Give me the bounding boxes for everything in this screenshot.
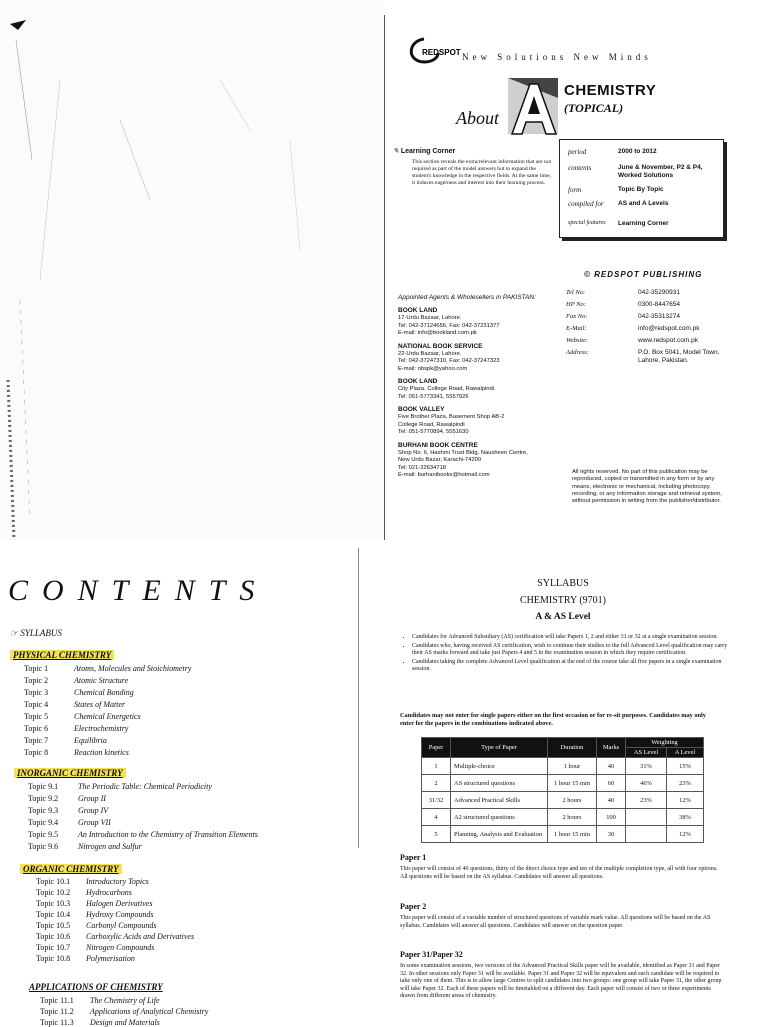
topic-number: Topic 9.3 (28, 806, 59, 815)
mobile-icon-label: HP No: (566, 301, 586, 308)
table-cell: 1 hour 15 min (548, 826, 597, 843)
topic-title: Hydroxy Compounds (86, 910, 154, 919)
tagline: New Solutions New Minds (462, 52, 652, 62)
info-label: compiled for (568, 200, 604, 208)
topic-number: Topic 4 (24, 700, 49, 709)
info-value: 2000 to 2012 (618, 148, 657, 155)
learning-corner-heading: ✎ Learning Corner (393, 148, 456, 155)
table-cell: 31/32 (422, 792, 451, 809)
topic-title: Halogen Derivatives (86, 899, 153, 908)
organic-topics (36, 877, 336, 975)
table-header: Weighting (626, 738, 704, 748)
topic-title: Group IV (78, 806, 109, 815)
topic-title: Hydrocarbons (86, 888, 132, 897)
section-applications-of-chemistry[interactable]: APPLICATIONS OF CHEMISTRY (26, 982, 166, 992)
topic-number: Topic 10.7 (36, 943, 71, 952)
inorganic-topics (28, 782, 328, 856)
table-cell: A2 structured questions (451, 809, 548, 826)
topic-title: Atoms, Molecules and Stoichiometry (74, 664, 192, 673)
paper-3-heading: Paper 31/Paper 32 (400, 950, 463, 959)
syllabus-level: A & AS Level (535, 612, 591, 622)
contact-value: info@redspot.com.pk (638, 325, 700, 332)
learning-corner-text: This section reveals the extra/relevant information that are not required as part of the model answers but to expand the student's knowledge in the respective fields. At the same time, it induces eagerness and interest into their learning process. (412, 159, 552, 186)
svg-text:REDSPOT: REDSPOT (422, 48, 461, 57)
topic-number: Topic 11.2 (40, 1007, 74, 1016)
topic-number: Topic 9.6 (28, 842, 59, 851)
web-icon-label: Website: (566, 337, 589, 344)
table-cell: 60 (597, 775, 626, 792)
section-organic-chemistry[interactable]: ORGANIC CHEMISTRY (20, 864, 122, 874)
about-label: About (456, 108, 499, 128)
list-item: • Candidates taking the complete Advanced Level qualification at the end of the course take all five papers in a single examination session. (412, 659, 732, 674)
table-row (422, 826, 704, 843)
agent-line: Shop No. 6, Hashmi Trust Bldg, Nausheen Centre, (398, 449, 528, 456)
agent-line: Tel: 021-32634718 (398, 464, 447, 471)
agent-line: E-mail: nbspk@yahoo.com (398, 365, 468, 372)
table-cell (626, 809, 667, 826)
list-item: • Candidates who, having received AS certification, wish to continue their studies to the full Advanced Level qualification may carry their AS marks forward and take just Papers 4 and 5 in the examination session in which they require certification. (412, 643, 732, 658)
topic-number: Topic 9.5 (28, 830, 59, 839)
topic-number: Topic 9.1 (28, 782, 59, 791)
table-cell: 2 (422, 775, 451, 792)
table-cell: 2 hours (548, 792, 597, 809)
table-cell: 1 (422, 758, 451, 775)
table-header: Duration (548, 738, 597, 758)
section-inorganic-chemistry[interactable]: INORGANIC CHEMISTRY (14, 768, 126, 778)
agent-line: 22-Urdu Bazaar, Lahore. (398, 350, 462, 357)
contact-value: www.redspot.com.pk (638, 337, 698, 344)
table-cell: 40 (597, 758, 626, 775)
email-icon-label: E-Mail: (566, 325, 587, 332)
table-header: A Level (667, 748, 704, 758)
topic-number: Topic 10.5 (36, 921, 71, 930)
topic-number: Topic 10.6 (36, 932, 71, 941)
topic-number: Topic 3 (24, 688, 49, 697)
table-header: Marks (597, 738, 626, 758)
table-header-row (422, 738, 704, 748)
topic-title: Applications of Analytical Chemistry (90, 1007, 209, 1016)
topic-number: Topic 11.1 (40, 996, 74, 1005)
pen-icon: ✎ (393, 148, 401, 155)
page-divider-lower (358, 548, 359, 848)
table-cell: Multiple-choice (451, 758, 548, 775)
topic-title: Equilibria (74, 736, 107, 745)
topic-title: The Chemistry of Life (90, 996, 160, 1005)
table-cell: 23% (667, 775, 704, 792)
info-label: special features (568, 220, 606, 226)
topic-number: Topic 9.4 (28, 818, 59, 827)
table-cell: 46% (626, 775, 667, 792)
blank-scanned-page (0, 0, 384, 540)
table-cell: 38% (667, 809, 704, 826)
agent-line: Five Brother Plaza, Basement Shop AB-2 (398, 414, 505, 420)
syllabus-link[interactable]: ☞ SYLLABUS (10, 628, 62, 638)
scan-artifacts (0, 0, 384, 540)
agent-name: BOOK LAND (398, 378, 438, 385)
topic-number: Topic 10.8 (36, 954, 71, 963)
a-level-graphic (508, 78, 558, 134)
table-cell: Advanced Practical Skills (451, 792, 548, 809)
redspot-logo (404, 35, 461, 65)
table-header: AS Level (626, 748, 667, 758)
agent-line: E-mail: burhanibooks@hotmail.com (398, 472, 490, 478)
table-cell: AS structured questions (451, 775, 548, 792)
agent-entry (398, 406, 558, 437)
book-subtitle: (TOPICAL) (564, 101, 624, 115)
agent-entry (398, 307, 558, 338)
info-value: Topic By Topic (618, 186, 664, 193)
agent-name: BOOK LAND (398, 307, 438, 314)
topic-title: Group VII (78, 818, 111, 827)
agent-line: New Urdu Bazar, Karachi-74200 (398, 457, 482, 463)
topic-number: Topic 10.4 (36, 910, 71, 919)
table-cell: 12% (667, 792, 704, 809)
table-cell: 15% (667, 758, 704, 775)
info-value: AS and A Levels (618, 200, 669, 207)
topic-number: Topic 11.3 (40, 1018, 74, 1027)
paper-1-heading: Paper 1 (400, 853, 427, 862)
info-label: contents (568, 164, 592, 172)
table-row (422, 775, 704, 792)
table-cell: Planning, Analysis and Evaluation (451, 826, 548, 843)
contact-value: 042-35313274 (638, 313, 680, 320)
topic-number: Topic 10.3 (36, 899, 71, 908)
list-item: • Candidates for Advanced Subsidiary (AS) certification will take Papers 1, 2 and either 31 or 32 at a single examination session. (412, 634, 732, 642)
physical-topics (24, 664, 324, 762)
contact-value: 0300-8447654 (638, 301, 680, 308)
rights-notice: All rights reserved. No part of this publication may be reproduced, copied or transmitted in any form or by any means, electronic or mechanical, including photocopy, recording, or any information storage and retrieval system, without permission in writing from the publisher/distributor. (572, 469, 722, 505)
topic-title: Introductory Topics (86, 877, 149, 886)
agent-line: Tel: 051-5770894, 5551630 (398, 429, 469, 435)
paper-2-heading: Paper 2 (400, 902, 427, 911)
table-header: Paper (422, 738, 451, 758)
syllabus-heading: SYLLABUS (537, 578, 589, 589)
paper-3-text: In some examination sessions, two versions of the Advanced Practical Skills paper will be available, identified as Paper 31 and Paper 32. In other sessions only Paper 31 will be available. Paper 31 and Paper 32 will be equivalent and each candidate will be required to take only one of them. This is to allow large Centres to split candidates into two groups: one group will take Paper 31, the other group will take Paper 32. Each of these papers will be timetabled on a different day. Each paper will consist of two or three experiments drawn from different areas of chemistry. (400, 963, 722, 1000)
agent-line: Tel: 042-37124656, Fax: 042-37231377 (398, 322, 500, 329)
topic-number: Topic 10.1 (36, 877, 71, 886)
topic-title: Polymerisation (86, 954, 135, 963)
contents-title: CONTENTS (8, 574, 269, 607)
syllabus-course: CHEMISTRY (9701) (519, 595, 607, 606)
topic-title: Atomic Structure (74, 676, 129, 685)
table-cell: 12% (667, 826, 704, 843)
agents-heading: Appointed Agents & Wholesellers in PAKISTAN: (398, 294, 536, 301)
agent-name: BURHANI BOOK CENTRE (398, 441, 478, 449)
agents-list (398, 307, 558, 485)
topic-number: Topic 6 (24, 724, 49, 733)
agent-line: E-mail: info@bookland.com.pk (398, 330, 477, 336)
table-cell: 100 (597, 809, 626, 826)
section-physical-chemistry[interactable]: PHYSICAL CHEMISTRY (10, 650, 114, 660)
table-cell: 4 (422, 809, 451, 826)
topic-title: Reaction kinetics (74, 748, 129, 757)
topic-title: Nitrogen Compounds (86, 943, 155, 952)
topic-title: Carbonyl Compounds (86, 921, 157, 930)
applications-topics (40, 996, 340, 1027)
topic-title: Electrochemistry (74, 724, 129, 733)
address-icon-label: Address: (566, 349, 589, 356)
topic-number: Topic 5 (24, 712, 49, 721)
topic-title: Chemical Bonding (74, 688, 134, 697)
table-cell: 23% (626, 792, 667, 809)
table-cell: 1 hour 15 min (548, 775, 597, 792)
book-info-box (559, 139, 724, 238)
topic-title: Carboxylic Acids and Derivatives (86, 932, 195, 941)
info-value: Learning Corner (618, 220, 669, 227)
agent-line: 17-Urdu Bazaar, Lahore. (398, 315, 462, 321)
agent-line: City Plaza, College Road, Rawalpindi. (398, 386, 496, 392)
table-cell: 2 hours (548, 809, 597, 826)
table-cell: 40 (597, 792, 626, 809)
table-row (422, 809, 704, 826)
agent-line: Tel: 042-37247310, Fax: 042-37247323 (398, 358, 500, 364)
topic-number: Topic 2 (24, 676, 49, 685)
fax-icon-label: Fax No: (566, 313, 588, 320)
book-title: CHEMISTRY (564, 82, 657, 99)
agent-entry (398, 378, 558, 401)
info-label: form (568, 186, 582, 194)
paper-1-text: This paper will consist of 40 questions, thirty of the direct choice type and ten of the multiple completion type, all with four options. All questions will be based on the AS syllabus. Candidates will answer all questions. (400, 866, 718, 880)
agent-line: Tel: 051-5773341, 5557926 (398, 393, 469, 400)
contact-value: 042-35290931 (638, 289, 680, 296)
agent-name: BOOK VALLEY (398, 406, 445, 413)
topic-title: States of Matter (74, 700, 126, 709)
topic-number: Topic 10.2 (36, 888, 71, 897)
topic-number: Topic 1 (24, 664, 49, 673)
entry-note: Candidates may not enter for single papers either on the first occasion or for re-sit purposes. Candidates may only enter for the papers in the combinations indicated above. (400, 712, 706, 727)
topic-title: The Periodic Table: Chemical Periodicity (78, 782, 212, 791)
agent-name: NATIONAL BOOK SERVICE (398, 342, 483, 350)
contact-value: P.O. Box 5041, Model Town, Lahore, Pakistan. (638, 349, 720, 364)
topic-title: Chemical Energetics (74, 712, 141, 721)
syllabus-heading-block (398, 578, 728, 628)
table-header: Type of Paper (451, 738, 548, 758)
table-cell (626, 826, 667, 843)
table-cell: 31% (626, 758, 667, 775)
table-cell: 30 (597, 826, 626, 843)
topic-title: An Introduction to the Chemistry of Transition Elements (78, 830, 258, 839)
topic-number: Topic 7 (24, 736, 49, 745)
table-cell: 5 (422, 826, 451, 843)
topic-title: Nitrogen and Sulfur (78, 842, 142, 851)
table-cell: 1 hour (548, 758, 597, 775)
papers-table (421, 737, 704, 843)
agent-entry (398, 442, 558, 480)
topic-title: Design and Materials (90, 1018, 160, 1027)
info-label: period (568, 148, 587, 156)
paper-2-text: This paper will consist of a variable number of structured questions of variable mark value. All questions will be based on the AS syllabus. Candidates will answer all questions. Candidates will answer on the question paper. (400, 915, 711, 929)
table-row (422, 792, 704, 809)
info-value: June & November, P2 & P4, Worked Solutions (618, 164, 703, 179)
publisher-name: © REDSPOT PUBLISHING (584, 270, 703, 279)
topic-number: Topic 9.2 (28, 794, 59, 803)
agent-entry (398, 343, 558, 374)
page-divider (384, 15, 385, 540)
topic-title: Group II (78, 794, 106, 803)
table-row (422, 758, 704, 775)
phone-icon-label: Tel No: (566, 289, 586, 296)
topic-number: Topic 8 (24, 748, 49, 757)
syllabus-bullets (400, 634, 732, 675)
agent-line: College Road, Rawalpindi (398, 421, 465, 428)
